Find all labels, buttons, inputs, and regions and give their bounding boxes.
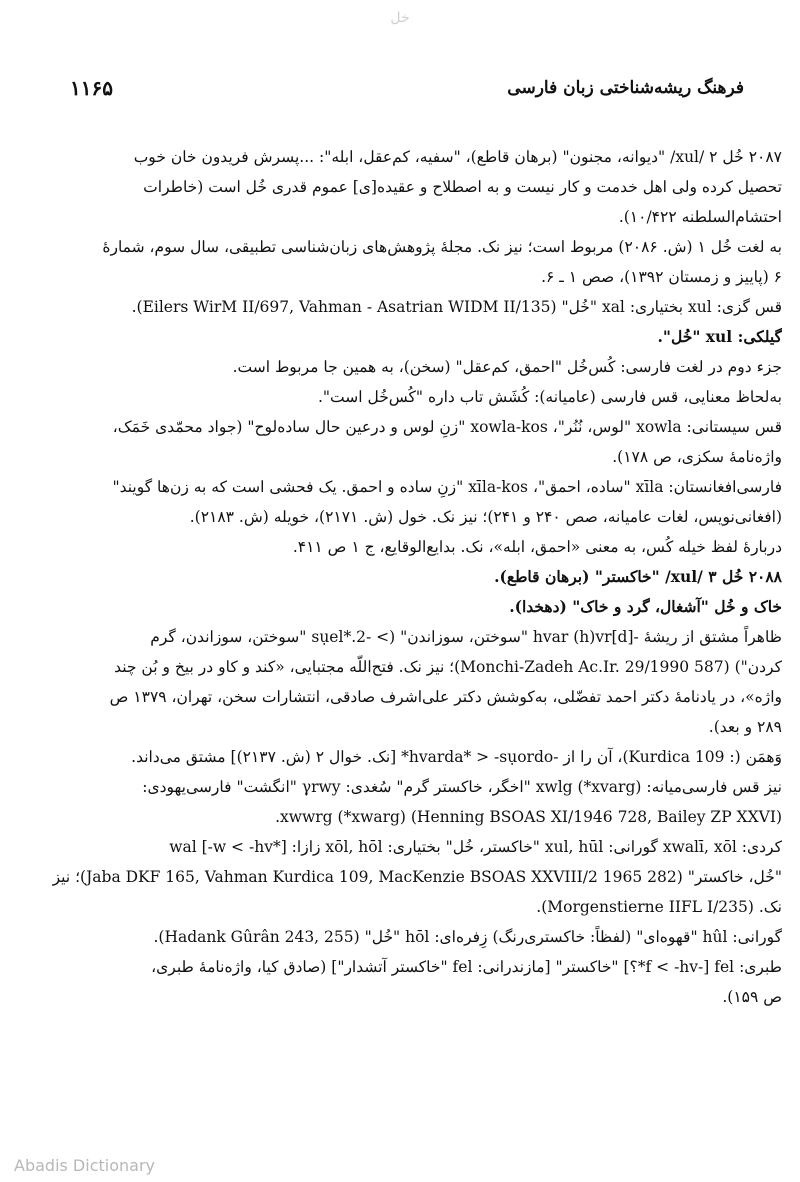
text-line: دربارهٔ لفظ خیله کُس، به معنی «احمق، ابله»، نک. بدایع‌الوقایع، ج ۱ ص ۴۱۱.: [292, 538, 782, 556]
text-line: ص ۱۵۹).: [722, 988, 782, 1006]
text-line: کردی: xwalī, xōl گورانی: xul, hūl "خاکستر، خُل" بختیاری: xōl, hōl زازا: wal [-w < -hv*]: [169, 838, 782, 856]
text-line: ۲۰۸۷ خُل ۲ /xul/ "دیوانه، مجنون" (برهان قاطع)، "سفیه، کم‌عقل، ابله": ...پسرش فریدون خان خوب: [133, 148, 782, 166]
top-watermark: خل: [390, 10, 410, 26]
text-line: نیز قس فارسی‌میانه: xwlg (*xvarg) "اخگر، خاکستر گرم" سُغدی: γrwy "انگشت" فارسی‌یهودی:: [142, 778, 782, 796]
text-line: (افغانی‌نویس، لغات عامیانه، صص ۲۴۰ و ۲۴۱)؛ نیز نک. خول (ش. ۲۱۷۱)، خویله (ش. ۲۱۸۳).: [189, 508, 782, 526]
text-line: قس سیستانی: xowla "لوس، نُنُر"، xowla-kos "زنِ لوس و درعین حال ساده‌لوح" (جواد محمّدی خَمَک،: [112, 418, 782, 436]
page-number: ۱۱۶۵: [70, 76, 113, 100]
text-line: تحصیل کرده ولی اهل خدمت و کار نیست و به اصطلاح و عقیده[ی] عموم قدری خُل است (خاطرات: [143, 178, 782, 196]
text-line: ۲۸۹ و بعد).: [708, 718, 782, 736]
text-line: وَهمَن (: Kurdica 109)، آن را از -hvarda* > -sụordo* [نک. خوال ۲ (ش. ۲۱۳۷)] مشتق می‌داند.: [131, 748, 782, 766]
entry-body: [22, 142, 782, 1012]
text-line: ۶ (پاییز و زمستان ۱۳۹۲)، صص ۱ ـ ۶.: [541, 268, 782, 286]
text-line: "خُل، خاکستر" (Jaba DKF 165, Vahman Kurdica 109, MacKenzie BSOAS XXVIII/2 1965 282)؛ نیز: [52, 868, 782, 886]
text-line: طبری: fel [-f < -hv*؟] "خاکستر" [مازندرانی: fel "خاکستر آتشدار"] (صادق کیا، واژه‌نامهٔ طبری،: [151, 958, 782, 976]
text-line: احتشام‌السلطنه ۱۰/۴۲۲).: [618, 208, 782, 226]
text-line: گیلکی: xul "خُل".: [657, 327, 782, 346]
text-line: کردن") (Monchi-Zadeh Ac.Ir. 29/1990 587)؛ نیز نک. فتح‌اللّه مجتبایی، «کند و کاو در بیخ و بُن چند: [114, 658, 782, 676]
text-line: ظاهراً مشتق از ریشهٔ -hvar (h)vr[d] "سوختن، سوزاندن" (> -2.*sụel "سوختن، سوزاندن، گرم: [150, 628, 782, 646]
text-line: نک. (Morgenstierne IIFL I/235).: [536, 898, 782, 916]
text-line: قس گزی: xul بختیاری: xal "خُل" (Eilers WirM II/697, Vahman - Asatrian WIDM II/135).: [131, 298, 782, 316]
text-line: فارسی‌افغانستان: xīla "ساده، احمق"، xīla-kos "زنِ ساده و احمق. یک فحشی است که به زن‌ها گویند": [112, 478, 782, 496]
text-line: گورانی: hûl "قهوه‌ای" (لفظاً: خاکستری‌رنگ) زِفره‌ای: hōl "خُل" (Hadank Gûrân 243, 255).: [153, 928, 782, 946]
text-line: واژه»، در یادنامهٔ دکتر احمد تفضّلی، به‌کوشش دکتر علی‌اشرف صادقی، انتشارات سخن، تهران، ۱۳۷۹ ص: [109, 688, 782, 706]
entry-heading-2088: ۲۰۸۸ خُل ۳ /xul/ "خاکستر" (برهان قاطع).: [494, 567, 782, 586]
text-line: xwwrg (*xwarg) (Henning BSOAS XI/1946 728, Bailey ZP XXVI).: [275, 808, 782, 826]
footer-watermark: Abadis Dictionary: [14, 1156, 155, 1175]
page-header: [60, 76, 744, 106]
book-title: فرهنگ ریشه‌شناختی زبان فارسی: [507, 78, 744, 98]
text-line: واژه‌نامهٔ سکزی، ص ۱۷۸).: [612, 448, 782, 466]
text-line: به‌لحاظ معنایی، قس فارسی (عامیانه): کُشَش تاب داره "کُس‌خُل است".: [317, 388, 782, 406]
text-line: به لغت خُل ۱ (ش. ۲۰۸۶) مربوط است؛ نیز نک. مجلهٔ پژوهش‌های زبان‌شناسی تطبیقی، سال سوم، شمارهٔ: [102, 238, 782, 256]
text-line: خاک و خُل "آشغال، گرد و خاک" (دهخدا).: [509, 597, 782, 616]
text-line: جزء دوم در لغت فارسی: کُس‌خُل "احمق، کم‌عقل" (سخن)، به همین جا مربوط است.: [232, 358, 782, 376]
